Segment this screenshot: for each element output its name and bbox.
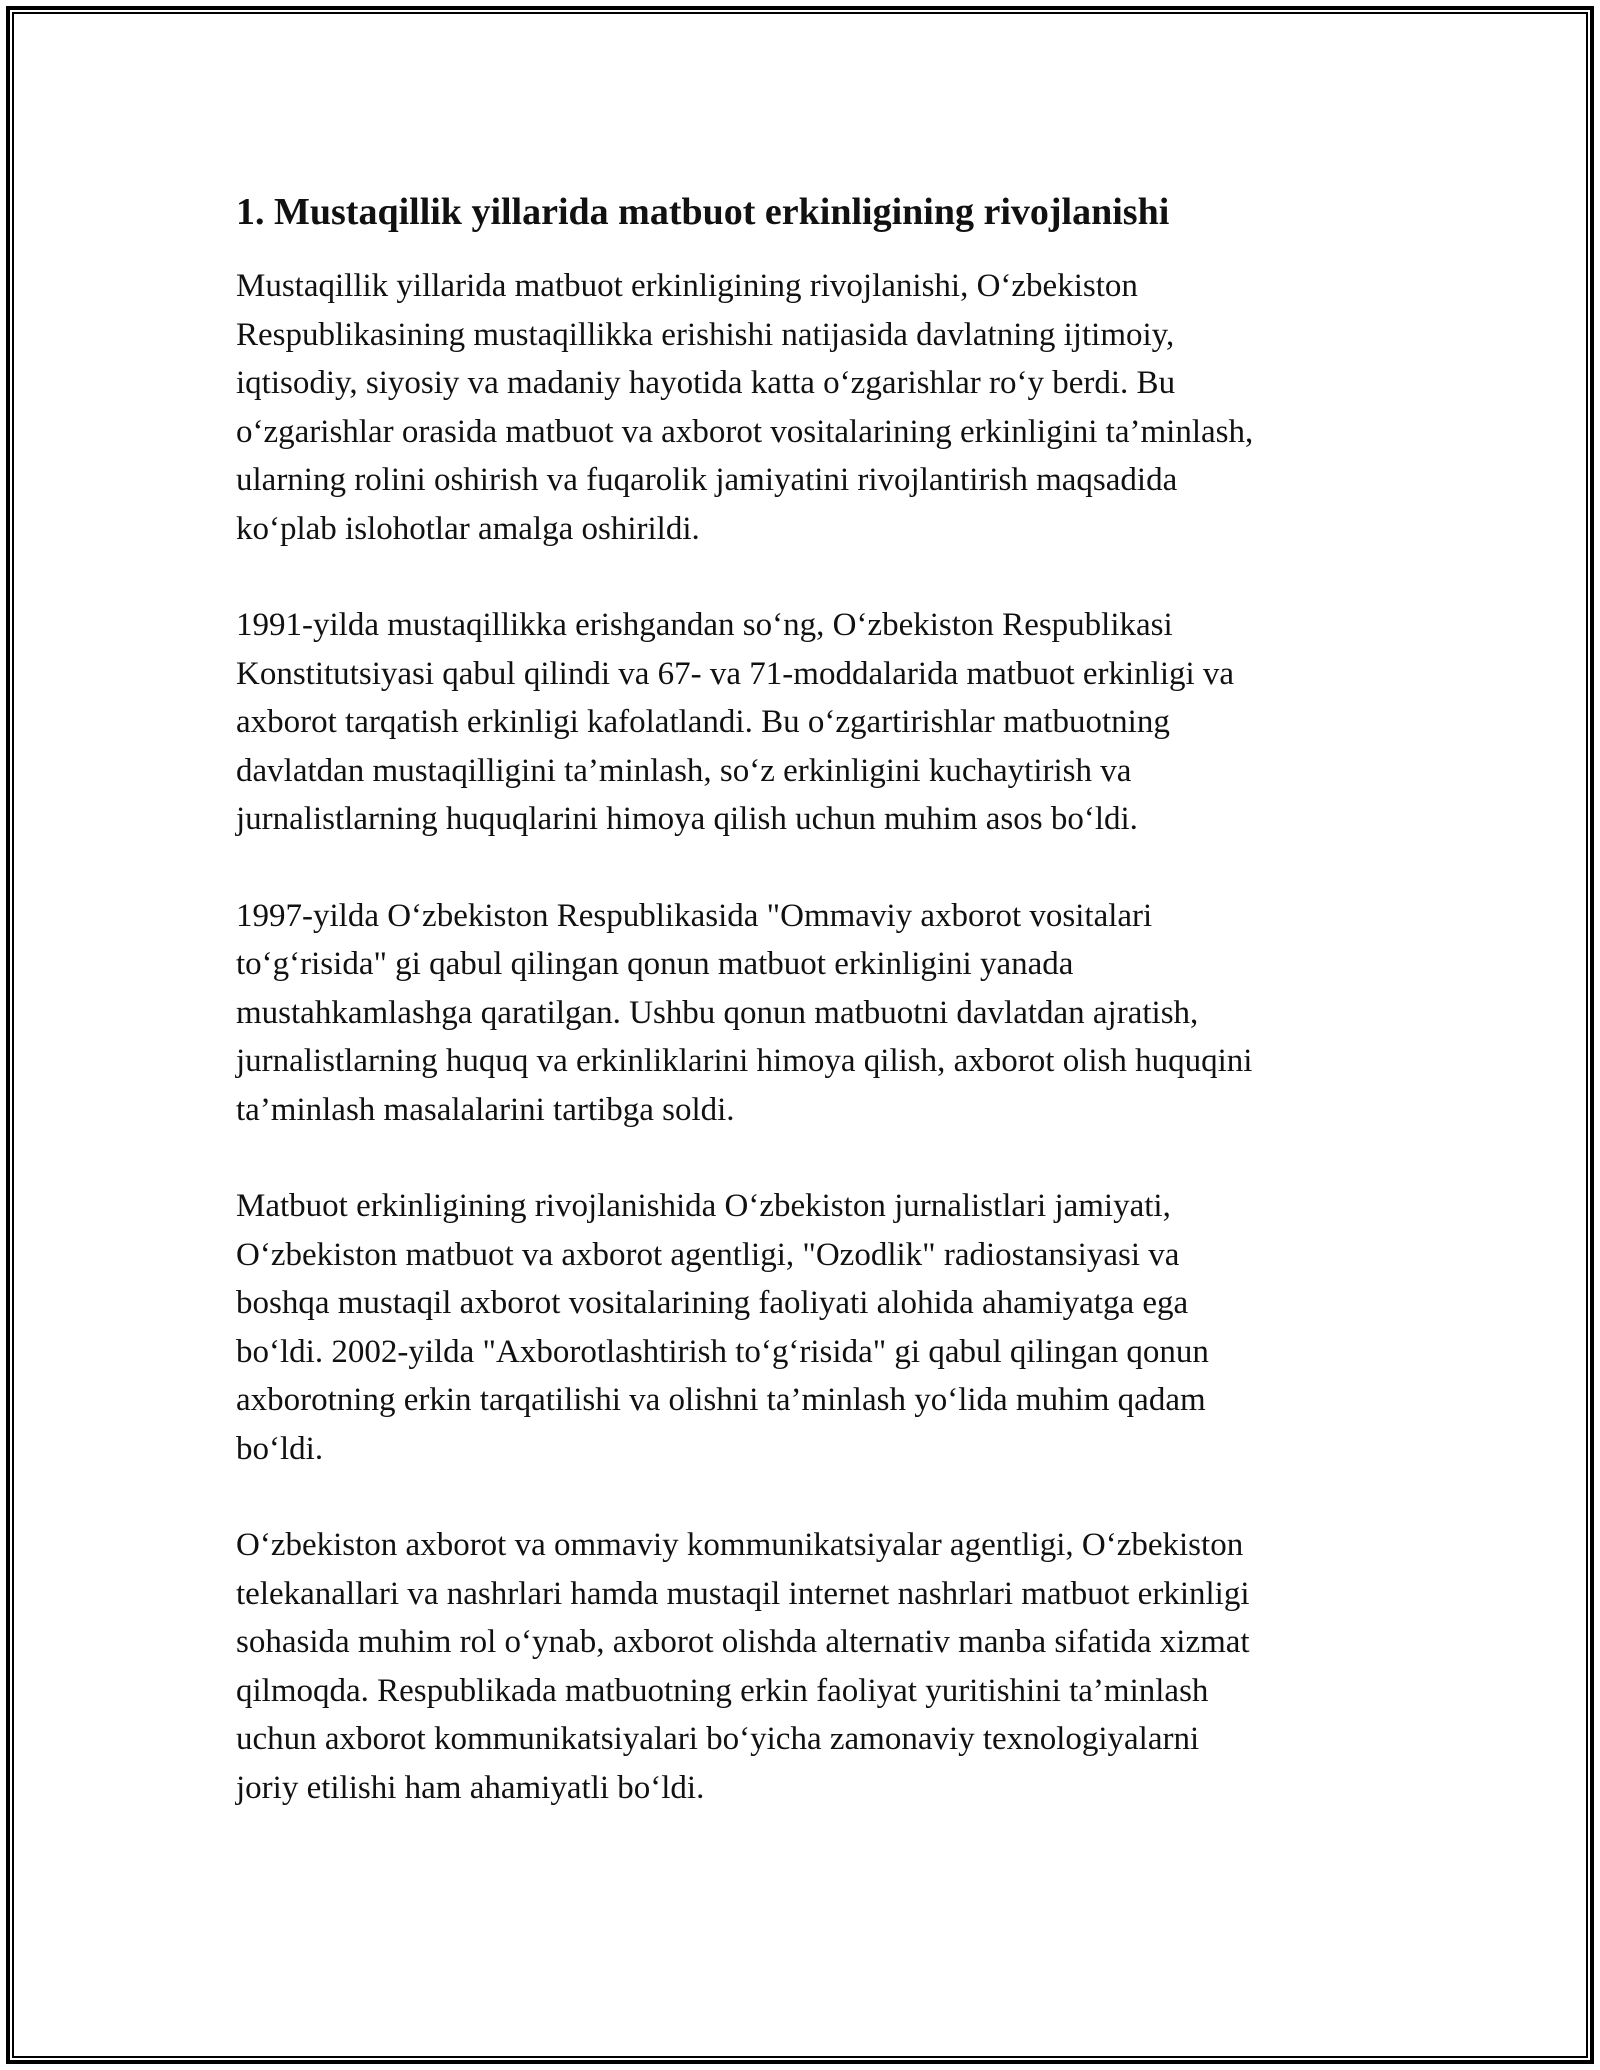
paragraph-line: qilmoqda. Respublikada matbuotning erkin faoliyat yuritishini ta’minlash — [236, 1672, 1209, 1709]
paragraph-line: telekanallari va nashrlari hamda mustaqil internet nashrlari matbuot erkinligi — [236, 1575, 1250, 1612]
paragraph-line: Konstitutsiyasi qabul qilindi va 67- va 71-moddalarida matbuot erkinligi va — [236, 655, 1235, 692]
paragraph-line: ularning rolini oshirish va fuqarolik jamiyatini rivojlantirish maqsadida — [236, 462, 1178, 498]
document-body — [236, 188, 1376, 1860]
paragraph-line: 1991-yilda mustaqillikka erishgandan so‘ng, O‘zbekiston Respublikasi — [236, 607, 1173, 643]
paragraph-line: davlatdan mustaqilligini ta’minlash, so‘z erkinligini kuchaytirish va — [236, 752, 1132, 789]
paragraph-line: Respublikasining mustaqillikka erishishi natijasida davlatning ijtimoiy, — [236, 316, 1175, 353]
paragraph-line: jurnalistlarning huquqlarini himoya qilish uchun muhim asos bo‘ldi. — [236, 801, 1138, 837]
paragraph-line: axborotning erkin tarqatilishi va olishni ta’minlash yo‘lida muhim qadam — [236, 1382, 1206, 1418]
paragraph-2 — [236, 601, 1376, 844]
paragraph-line: sohasida muhim rol o‘ynab, axborot olishda alternativ manba sifatida xizmat — [236, 1624, 1250, 1660]
paragraph-3 — [236, 892, 1376, 1135]
paragraph-1 — [236, 262, 1376, 553]
paragraph-4 — [236, 1182, 1376, 1473]
paragraph-line: mustahkamlashga qaratilgan. Ushbu qonun matbuotni davlatdan ajratish, — [236, 994, 1199, 1031]
paragraph-line: to‘g‘risida" gi qabul qilingan qonun matbuot erkinligini yanada — [236, 946, 1074, 982]
paragraph-line: jurnalistlarning huquq va erkinliklarini himoya qilish, axborot olish huquqini — [236, 1043, 1253, 1079]
paragraph-line: ko‘plab islohotlar amalga oshirildi. — [236, 510, 700, 547]
paragraph-line: o‘zgarishlar orasida matbuot va axborot vositalarining erkinligini ta’minlash, — [236, 413, 1254, 450]
paragraph-line: bo‘ldi. 2002-yilda "Axborotlashtirish to‘g‘risida" gi qabul qilingan qonun — [236, 1333, 1209, 1370]
paragraph-line: axborot tarqatish erkinligi kafolatlandi. Bu o‘zgartirishlar matbuotning — [236, 704, 1170, 740]
paragraph-line: Mustaqillik yillarida matbuot erkinligining rivojlanishi, O‘zbekiston — [236, 268, 1138, 304]
paragraph-line: O‘zbekiston axborot va ommaviy kommunikatsiyalar agentligi, O‘zbekiston — [236, 1527, 1244, 1563]
paragraph-line: ta’minlash masalalarini tartibga soldi. — [236, 1091, 735, 1128]
paragraph-line: 1997-yilda O‘zbekiston Respublikasida "Ommaviy axborot vositalari — [236, 897, 1153, 934]
paragraph-line: joriy etilishi ham ahamiyatli bo‘ldi. — [236, 1769, 705, 1806]
paragraph-line: uchun axborot kommunikatsiyalari bo‘yicha zamonaviy texnologiyalarni — [236, 1721, 1200, 1757]
paragraph-line: iqtisodiy, siyosiy va madaniy hayotida katta o‘zgarishlar ro‘y berdi. Bu — [236, 365, 1176, 401]
paragraph-line: boshqa mustaqil axborot vositalarining faoliyati alohida ahamiyatga ega — [236, 1285, 1189, 1321]
paragraph-line: Matbuot erkinligining rivojlanishida O‘zbekiston jurnalistlari jamiyati, — [236, 1188, 1171, 1224]
section-heading: 1. Mustaqillik yillarida matbuot erkinligining rivojlanishi — [236, 191, 1170, 233]
paragraph-line: O‘zbekiston matbuot va axborot agentligi, "Ozodlik" radiostansiyasi va — [236, 1236, 1180, 1273]
paragraph-line: bo‘ldi. — [236, 1430, 324, 1467]
paragraph-5 — [236, 1521, 1376, 1812]
